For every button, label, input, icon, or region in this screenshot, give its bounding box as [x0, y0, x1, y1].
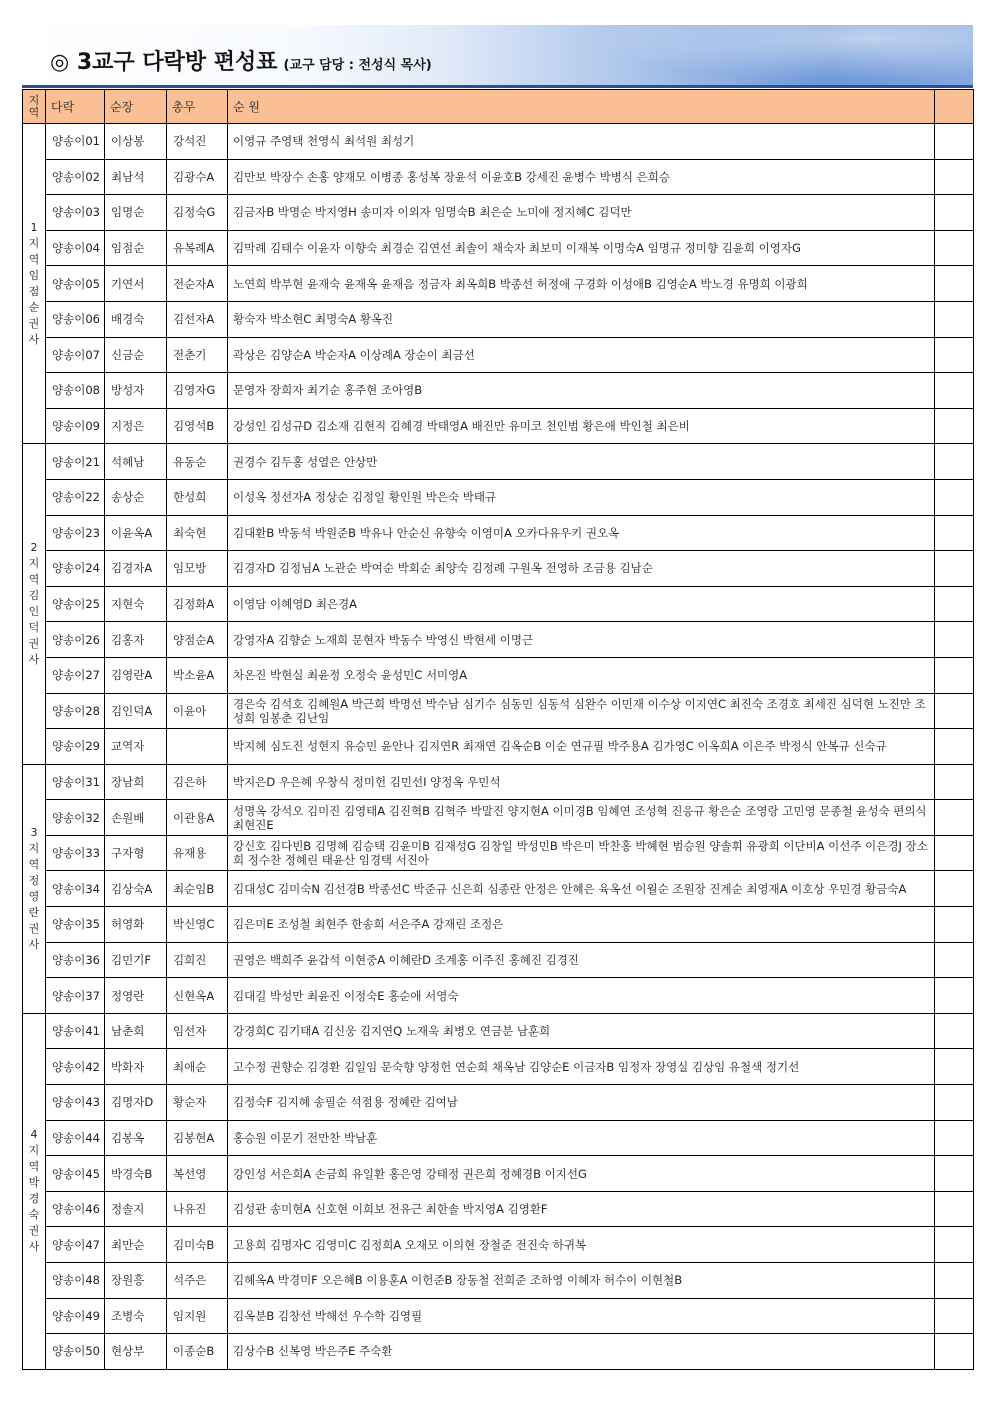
extra-cell	[935, 373, 974, 409]
aide-cell: 김은하	[167, 764, 228, 800]
group-code-cell: 양송이27	[46, 657, 105, 693]
extra-cell	[935, 1156, 974, 1192]
table-row	[23, 871, 974, 907]
group-code-cell: 양송이25	[46, 586, 105, 622]
leader-cell: 교역자	[105, 729, 167, 765]
group-code-cell: 양송이06	[46, 301, 105, 337]
leader-cell: 김봉옥	[105, 1120, 167, 1156]
aide-cell: 임선자	[167, 1013, 228, 1049]
table-row	[23, 373, 974, 409]
extra-cell	[935, 871, 974, 907]
group-code-cell: 양송이04	[46, 230, 105, 266]
members-cell: 성명옥 강석오 김미진 김영태A 김진혁B 김혁주 박말진 양지현A 이미경B 임혜연 조성혁 진응규 황은순 조영랑 고민영 문종철 윤성숙 편의식 최현진E	[228, 800, 935, 836]
table-row	[23, 1085, 974, 1121]
extra-cell	[935, 159, 974, 195]
members-cell: 고수정 권향순 김경환 김일임 문숙향 양정헌 연순희 채옥남 김양순E 이금자B 임정자 장영실 김상임 유철색 정기선	[228, 1049, 935, 1085]
members-cell: 김만보 박장수 손홍 양재모 이병종 홍성복 장윤석 이윤호B 강세진 윤병수 박병식 은희승	[228, 159, 935, 195]
table-row	[23, 408, 974, 444]
aide-cell: 강석진	[167, 124, 228, 160]
group-code-cell: 양송이03	[46, 195, 105, 231]
table-row	[23, 693, 974, 729]
extra-cell	[935, 515, 974, 551]
members-cell: 문영자 장희자 최기순 홍주현 조아영B	[228, 373, 935, 409]
table-row	[23, 1049, 974, 1085]
aide-cell: 김광수A	[167, 159, 228, 195]
aide-cell: 유재용	[167, 835, 228, 871]
extra-cell	[935, 408, 974, 444]
members-cell: 이성옥 정선자A 정상순 김정일 황인원 박은숙 박태규	[228, 479, 935, 515]
group-code-cell: 양송이29	[46, 729, 105, 765]
header-region: 지역	[23, 90, 46, 124]
group-code-cell: 양송이42	[46, 1049, 105, 1085]
members-cell: 강경희C 김기태A 김신웅 김지연Q 노재욱 최병오 연금분 남훈희	[228, 1013, 935, 1049]
members-cell: 박지혜 심도진 성현지 유승민 윤안나 김지연R 최재연 김옥순B 이순 연규필 박주용A 김가영C 이옥희A 이은주 박정식 안복규 신숙규	[228, 729, 935, 765]
members-cell: 경은숙 김석호 김혜원A 박근희 박명선 박수남 심기수 심동민 심동석 심완수 이민재 이수상 이지연C 최진숙 조경호 최세진 심덕현 노진만 조성희 임봉춘 김난임	[228, 693, 935, 729]
group-code-cell: 양송이47	[46, 1227, 105, 1263]
leader-cell: 이상봉	[105, 124, 167, 160]
leader-cell: 석혜남	[105, 444, 167, 480]
group-code-cell: 양송이44	[46, 1120, 105, 1156]
members-cell: 차온진 박현실 최윤정 오정숙 윤성민C 서미영A	[228, 657, 935, 693]
header-group: 다락	[46, 90, 105, 124]
extra-cell	[935, 1298, 974, 1334]
members-cell: 이영담 이혜영D 최은경A	[228, 586, 935, 622]
extra-cell	[935, 195, 974, 231]
members-cell: 강신호 김다빈B 김명혜 김승택 김윤미B 김재성G 김창일 박성민B 박은미 박찬홍 박혜현 범승원 양솔휘 유광희 이단비A 이선주 이은경J 장소희 정수찬 정혜린 태윤산 임경택 서진아	[228, 835, 935, 871]
extra-cell	[935, 622, 974, 658]
extra-cell	[935, 657, 974, 693]
extra-cell	[935, 551, 974, 587]
table-row	[23, 657, 974, 693]
extra-cell	[935, 1263, 974, 1299]
title-text: ◎ 3교구 다락방 편성표	[50, 50, 278, 75]
group-code-cell: 양송이43	[46, 1085, 105, 1121]
members-cell: 김막례 김태수 이윤자 이향숙 최경순 김연선 최솔이 채숙자 최보미 이재복 이명숙A 임명규 정미향 김윤희 이영자G	[228, 230, 935, 266]
aide-cell: 임지원	[167, 1298, 228, 1334]
leader-cell: 김민기F	[105, 942, 167, 978]
leader-cell: 김인덕A	[105, 693, 167, 729]
table-row	[23, 835, 974, 871]
aide-cell: 김정화A	[167, 586, 228, 622]
leader-cell: 박화자	[105, 1049, 167, 1085]
aide-cell: 박소윤A	[167, 657, 228, 693]
extra-cell	[935, 1120, 974, 1156]
header-leader: 순장	[105, 90, 167, 124]
leader-cell: 구자형	[105, 835, 167, 871]
group-code-cell: 양송이49	[46, 1298, 105, 1334]
group-code-cell: 양송이50	[46, 1334, 105, 1370]
extra-cell	[935, 124, 974, 160]
region-label: 1지역 임점순권사	[28, 220, 40, 346]
leader-cell: 손원배	[105, 800, 167, 836]
region-label: 4지역 박경숙권사	[28, 1128, 40, 1254]
members-cell: 노연희 박부현 윤재숙 윤재옥 윤재음 정금자 최옥희B 박종선 허정애 구경화 이성애B 김영순A 박노경 유명희 이광희	[228, 266, 935, 302]
aide-cell: 유동순	[167, 444, 228, 480]
leader-cell: 장원흥	[105, 1263, 167, 1299]
group-code-cell: 양송이37	[46, 978, 105, 1014]
leader-cell: 김명자D	[105, 1085, 167, 1121]
extra-cell	[935, 1334, 974, 1370]
extra-cell	[935, 479, 974, 515]
group-code-cell: 양송이36	[46, 942, 105, 978]
group-code-cell: 양송이26	[46, 622, 105, 658]
group-code-cell: 양송이48	[46, 1263, 105, 1299]
extra-cell	[935, 800, 974, 836]
extra-cell	[935, 1013, 974, 1049]
aide-cell: 이윤아	[167, 693, 228, 729]
group-code-cell: 양송이08	[46, 373, 105, 409]
group-code-cell: 양송이05	[46, 266, 105, 302]
aide-cell: 한성희	[167, 479, 228, 515]
aide-cell: 임모방	[167, 551, 228, 587]
leader-cell: 임점순	[105, 230, 167, 266]
table-row	[23, 159, 974, 195]
group-code-cell: 양송이35	[46, 907, 105, 943]
members-cell: 황숙자 박소현C 최명숙A 황옥진	[228, 301, 935, 337]
members-cell: 고용희 김명자C 김영미C 김정희A 오재모 이의현 장철준 전진숙 하귀복	[228, 1227, 935, 1263]
extra-cell	[935, 586, 974, 622]
members-cell: 김은미E 조성철 최현주 한송희 서은주A 강재린 조정은	[228, 907, 935, 943]
region-label: 2지역 김인덕권사	[28, 541, 40, 667]
leader-cell: 기연서	[105, 266, 167, 302]
aide-cell: 김희진	[167, 942, 228, 978]
aide-cell: 김미숙B	[167, 1227, 228, 1263]
header-members: 순 원	[228, 90, 935, 124]
aide-cell	[167, 729, 228, 765]
leader-cell: 남춘희	[105, 1013, 167, 1049]
extra-cell	[935, 942, 974, 978]
leader-cell: 최남석	[105, 159, 167, 195]
leader-cell: 임명순	[105, 195, 167, 231]
leader-cell: 배경숙	[105, 301, 167, 337]
region-cell	[23, 1013, 46, 1369]
table-row	[23, 800, 974, 836]
aide-cell: 김영자G	[167, 373, 228, 409]
group-code-cell: 양송이46	[46, 1191, 105, 1227]
group-code-cell: 양송이28	[46, 693, 105, 729]
header-row	[23, 90, 974, 124]
aide-cell: 이관용A	[167, 800, 228, 836]
group-code-cell: 양송이23	[46, 515, 105, 551]
members-cell: 강인성 서은희A 손금희 유일환 홍은영 강태정 권은희 정혜경B 이지선G	[228, 1156, 935, 1192]
extra-cell	[935, 729, 974, 765]
table-row	[23, 907, 974, 943]
aide-cell: 나유진	[167, 1191, 228, 1227]
table-row	[23, 1120, 974, 1156]
extra-cell	[935, 1191, 974, 1227]
leader-cell: 송상순	[105, 479, 167, 515]
members-cell: 김상수B 신복영 박은주E 주숙환	[228, 1334, 935, 1370]
extra-cell	[935, 444, 974, 480]
members-cell: 강성인 김성규D 김소재 김현직 김혜경 박태영A 배진만 유미코 천인범 황은애 박인철 최은비	[228, 408, 935, 444]
leader-cell: 이윤옥A	[105, 515, 167, 551]
members-cell: 김대성C 김미숙N 김선경B 박종선C 박준규 신은희 심종란 안정은 안혜은 육옥선 이월순 조원장 진계순 최영재A 이호상 우민경 황금숙A	[228, 871, 935, 907]
members-cell: 곽상은 김양순A 박순자A 이상례A 장순이 최금선	[228, 337, 935, 373]
aide-cell: 김영석B	[167, 408, 228, 444]
aide-cell: 황순자	[167, 1085, 228, 1121]
extra-cell	[935, 693, 974, 729]
leader-cell: 최만순	[105, 1227, 167, 1263]
table-row	[23, 195, 974, 231]
aide-cell: 최순임B	[167, 871, 228, 907]
group-code-cell: 양송이31	[46, 764, 105, 800]
group-code-cell: 양송이07	[46, 337, 105, 373]
leader-cell: 김경자A	[105, 551, 167, 587]
aide-cell: 양점순A	[167, 622, 228, 658]
extra-cell	[935, 835, 974, 871]
table-row	[23, 978, 974, 1014]
table-row	[23, 266, 974, 302]
aide-cell: 전순자A	[167, 266, 228, 302]
group-code-cell: 양송이02	[46, 159, 105, 195]
table-row	[23, 1156, 974, 1192]
members-cell: 이영규 주영택 천영식 최석원 최성기	[228, 124, 935, 160]
leader-cell: 김홍자	[105, 622, 167, 658]
title-banner	[22, 25, 973, 88]
table-row	[23, 1227, 974, 1263]
roster-table	[22, 89, 974, 1370]
leader-cell: 조병숙	[105, 1298, 167, 1334]
members-cell: 강영자A 김향순 노재희 문현자 박동수 박영신 박현세 이명근	[228, 622, 935, 658]
members-cell: 김금자B 박명순 박지영H 송미자 이외자 임명숙B 최은순 노미애 정지혜C 김덕만	[228, 195, 935, 231]
aide-cell: 박신영C	[167, 907, 228, 943]
leader-cell: 지정은	[105, 408, 167, 444]
leader-cell: 방성자	[105, 373, 167, 409]
aide-cell: 김정숙G	[167, 195, 228, 231]
aide-cell: 이종순B	[167, 1334, 228, 1370]
table-row	[23, 515, 974, 551]
members-cell: 홍승원 이문기 전만찬 박남훈	[228, 1120, 935, 1156]
aide-cell: 김선자A	[167, 301, 228, 337]
table-row	[23, 301, 974, 337]
leader-cell: 김영란A	[105, 657, 167, 693]
leader-cell: 장남희	[105, 764, 167, 800]
members-cell: 김혜옥A 박경미F 오은혜B 이용훈A 이헌준B 장동철 전희준 조하영 이혜자 허수이 이현철B	[228, 1263, 935, 1299]
aide-cell: 김봉현A	[167, 1120, 228, 1156]
leader-cell: 정영란	[105, 978, 167, 1014]
aide-cell: 전춘기	[167, 337, 228, 373]
table-row	[23, 1013, 974, 1049]
members-cell: 권경수 김두홍 성열은 안상만	[228, 444, 935, 480]
group-code-cell: 양송이41	[46, 1013, 105, 1049]
members-cell: 권영은 백희주 윤갑석 이현중A 이혜란D 조계홍 이주진 홍혜진 김경진	[228, 942, 935, 978]
table-row	[23, 337, 974, 373]
group-code-cell: 양송이45	[46, 1156, 105, 1192]
table-row	[23, 942, 974, 978]
extra-cell	[935, 764, 974, 800]
members-cell: 박지은D 우은혜 우창식 정미헌 김민선I 양정옥 우민석	[228, 764, 935, 800]
group-code-cell: 양송이22	[46, 479, 105, 515]
extra-cell	[935, 337, 974, 373]
members-cell: 김옥분B 김창선 박해선 우수학 김영필	[228, 1298, 935, 1334]
leader-cell: 김상숙A	[105, 871, 167, 907]
table-row	[23, 622, 974, 658]
page-title	[50, 45, 432, 76]
extra-cell	[935, 266, 974, 302]
table-row	[23, 1298, 974, 1334]
roster-body	[23, 124, 974, 1370]
leader-cell: 허영화	[105, 907, 167, 943]
leader-cell: 지현숙	[105, 586, 167, 622]
extra-cell	[935, 1049, 974, 1085]
region-cell	[23, 124, 46, 444]
group-code-cell: 양송이34	[46, 871, 105, 907]
table-row	[23, 1263, 974, 1299]
extra-cell	[935, 978, 974, 1014]
members-cell: 김성관 송미현A 신호현 이희보 전유근 최한솔 박지영A 김영환F	[228, 1191, 935, 1227]
extra-cell	[935, 301, 974, 337]
group-code-cell: 양송이21	[46, 444, 105, 480]
table-row	[23, 230, 974, 266]
region-cell	[23, 444, 46, 764]
extra-cell	[935, 1227, 974, 1263]
extra-cell	[935, 1085, 974, 1121]
table-row	[23, 444, 974, 480]
leader-cell: 박경숙B	[105, 1156, 167, 1192]
table-row	[23, 1334, 974, 1370]
header-extra	[935, 90, 974, 124]
region-label: 3지역 정영란권사	[28, 825, 40, 951]
aide-cell: 유복례A	[167, 230, 228, 266]
aide-cell: 신현옥A	[167, 978, 228, 1014]
leader-cell: 현상부	[105, 1334, 167, 1370]
members-cell: 김경자D 김정님A 노관순 박여순 박회순 최양숙 김정례 구원옥 전영하 조금용 김남순	[228, 551, 935, 587]
members-cell: 김대환B 박동석 박원준B 박유나 안순신 유향숙 이영미A 오카다유우키 권오옥	[228, 515, 935, 551]
aide-cell: 최숙현	[167, 515, 228, 551]
aide-cell: 최애순	[167, 1049, 228, 1085]
banner-decoration	[542, 25, 973, 88]
header-aide: 총무	[167, 90, 228, 124]
extra-cell	[935, 907, 974, 943]
extra-cell	[935, 230, 974, 266]
aide-cell: 복선영	[167, 1156, 228, 1192]
group-code-cell: 양송이01	[46, 124, 105, 160]
group-code-cell: 양송이32	[46, 800, 105, 836]
members-cell: 김정숙F 김지혜 송필순 석점용 정혜란 김여남	[228, 1085, 935, 1121]
table-row	[23, 729, 974, 765]
table-row	[23, 1191, 974, 1227]
group-code-cell: 양송이09	[46, 408, 105, 444]
table-row	[23, 764, 974, 800]
table-row	[23, 479, 974, 515]
table-row	[23, 551, 974, 587]
title-subtitle: (교구 담당 : 전성식 목사)	[283, 58, 432, 73]
table-row	[23, 124, 974, 160]
group-code-cell: 양송이33	[46, 835, 105, 871]
leader-cell: 정솔지	[105, 1191, 167, 1227]
leader-cell: 신금순	[105, 337, 167, 373]
aide-cell: 석주은	[167, 1263, 228, 1299]
group-code-cell: 양송이24	[46, 551, 105, 587]
members-cell: 김대길 박성만 최윤진 이정숙E 홍순애 서영숙	[228, 978, 935, 1014]
region-cell	[23, 764, 46, 1013]
table-row	[23, 586, 974, 622]
